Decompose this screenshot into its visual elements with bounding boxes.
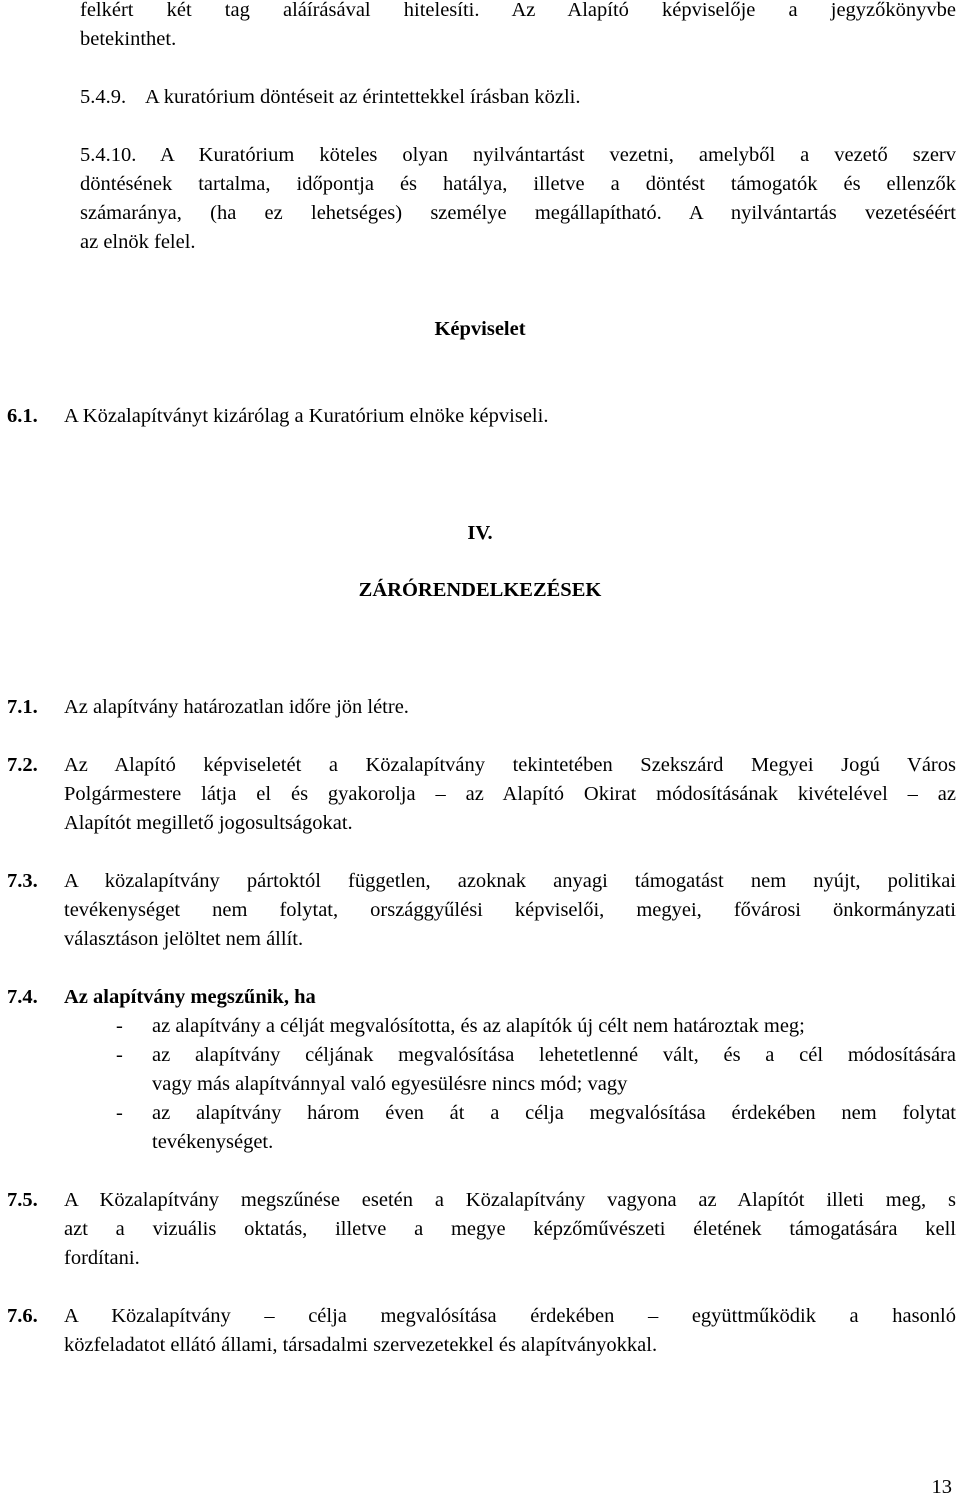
- clause-text-7-6-line-2: közfeladatot ellátó állami, társadalmi szervezetekkel és alapítványokkal.: [64, 1334, 658, 1356]
- clause-text-7-6-line-1: A Közalapítvány – célja megvalósítása érdekében – együttműködik a hasonló: [64, 1305, 956, 1327]
- clause-text-6-1: A Közalapítványt kizárólag a Kuratórium elnöke képviseli.: [64, 405, 549, 427]
- clause-text-7-2-line-2: Polgármestere látja el és gyakorolja – az Alapító Okirat módosításának kivételével – az: [64, 783, 956, 805]
- clause-number-7-3: 7.3.: [7, 870, 38, 892]
- clause-text-7-5-line-2: azt a vizuális oktatás, illetve a megye képzőművészeti életének támogatására kell: [64, 1218, 956, 1240]
- clause-text-7-3-line-3: választáson jelöltet nem állít.: [64, 928, 304, 950]
- clause-text-7-3-line-2: tevékenységet nem folytat, országgyűlési képviselői, megyei, fővárosi önkormányzati: [64, 899, 956, 921]
- clause-text-5-4-10-line-1: A Kuratórium köteles olyan nyilvántartást vezetni, amelyből a vezető szerv: [160, 144, 956, 166]
- list-item-3-line-1: az alapítvány három éven át a célja megvalósítása érdekében nem folytat: [152, 1102, 956, 1124]
- clause-text-7-2-line-1: Az Alapító képviseletét a Közalapítvány tekintetében Szekszárd Megyei Jogú Város: [64, 754, 956, 776]
- clause-text-5-4-10-line-4: az elnök felel.: [80, 231, 196, 253]
- clause-number-7-6: 7.6.: [7, 1305, 38, 1327]
- clause-text-7-5-line-3: fordítani.: [64, 1247, 140, 1269]
- page-number: 13: [931, 1476, 952, 1498]
- chapter-numeral: IV.: [467, 522, 493, 544]
- clause-heading-7-4: Az alapítvány megszűnik, ha: [64, 986, 316, 1008]
- clause-number-7-5: 7.5.: [7, 1189, 38, 1211]
- list-dash-2: -: [116, 1044, 123, 1066]
- clause-number-7-1: 7.1.: [7, 696, 38, 718]
- clause-text-5-4-9: A kuratórium döntéseit az érintettekkel írásban közli.: [145, 86, 581, 108]
- list-item-2-line-2: vagy más alapítvánnyal való egyesülésre nincs mód; vagy: [152, 1073, 628, 1095]
- intro-line-2: betekinthet.: [80, 28, 177, 50]
- clause-text-7-5-line-1: A Közalapítvány megszűnése esetén a Közalapítvány vagyona az Alapítót illeti meg, s: [64, 1189, 956, 1211]
- list-dash-1: -: [116, 1015, 123, 1037]
- section-heading-kepviselet: Képviselet: [434, 318, 526, 340]
- clause-text-7-1: Az alapítvány határozatlan időre jön létre.: [64, 696, 409, 718]
- chapter-title: ZÁRÓRENDELKEZÉSEK: [358, 579, 602, 601]
- clause-text-5-4-10-line-2: döntésének tartalma, időpontja és hatálya, illetve a döntést támogatók és ellenzők: [80, 173, 956, 195]
- list-item-1: az alapítvány a célját megvalósította, és az alapítók új célt nem határoztak meg;: [152, 1015, 805, 1037]
- clause-text-7-2-line-3: Alapítót megillető jogosultságokat.: [64, 812, 353, 834]
- clause-number-7-2: 7.2.: [7, 754, 38, 776]
- clause-text-7-3-line-1: A közalapítvány pártoktól független, azoknak anyagi támogatást nem nyújt, politikai: [64, 870, 956, 892]
- intro-line-1: felkért két tag aláírásával hitelesíti. Az Alapító képviselője a jegyzőkönyvbe: [80, 0, 956, 21]
- clause-text-5-4-10-line-3: számaránya, (ha ez lehetséges) személye megállapítható. A nyilvántartás vezetéséért: [80, 202, 956, 224]
- list-item-2-line-1: az alapítvány céljának megvalósítása lehetetlenné vált, és a cél módosítására: [152, 1044, 956, 1066]
- list-item-3-line-2: tevékenységet.: [152, 1131, 274, 1153]
- clause-number-5-4-10: 5.4.10.: [80, 144, 137, 166]
- clause-number-7-4: 7.4.: [7, 986, 38, 1008]
- list-dash-3: -: [116, 1102, 123, 1124]
- clause-number-5-4-9: 5.4.9.: [80, 86, 127, 108]
- clause-number-6-1: 6.1.: [7, 405, 38, 427]
